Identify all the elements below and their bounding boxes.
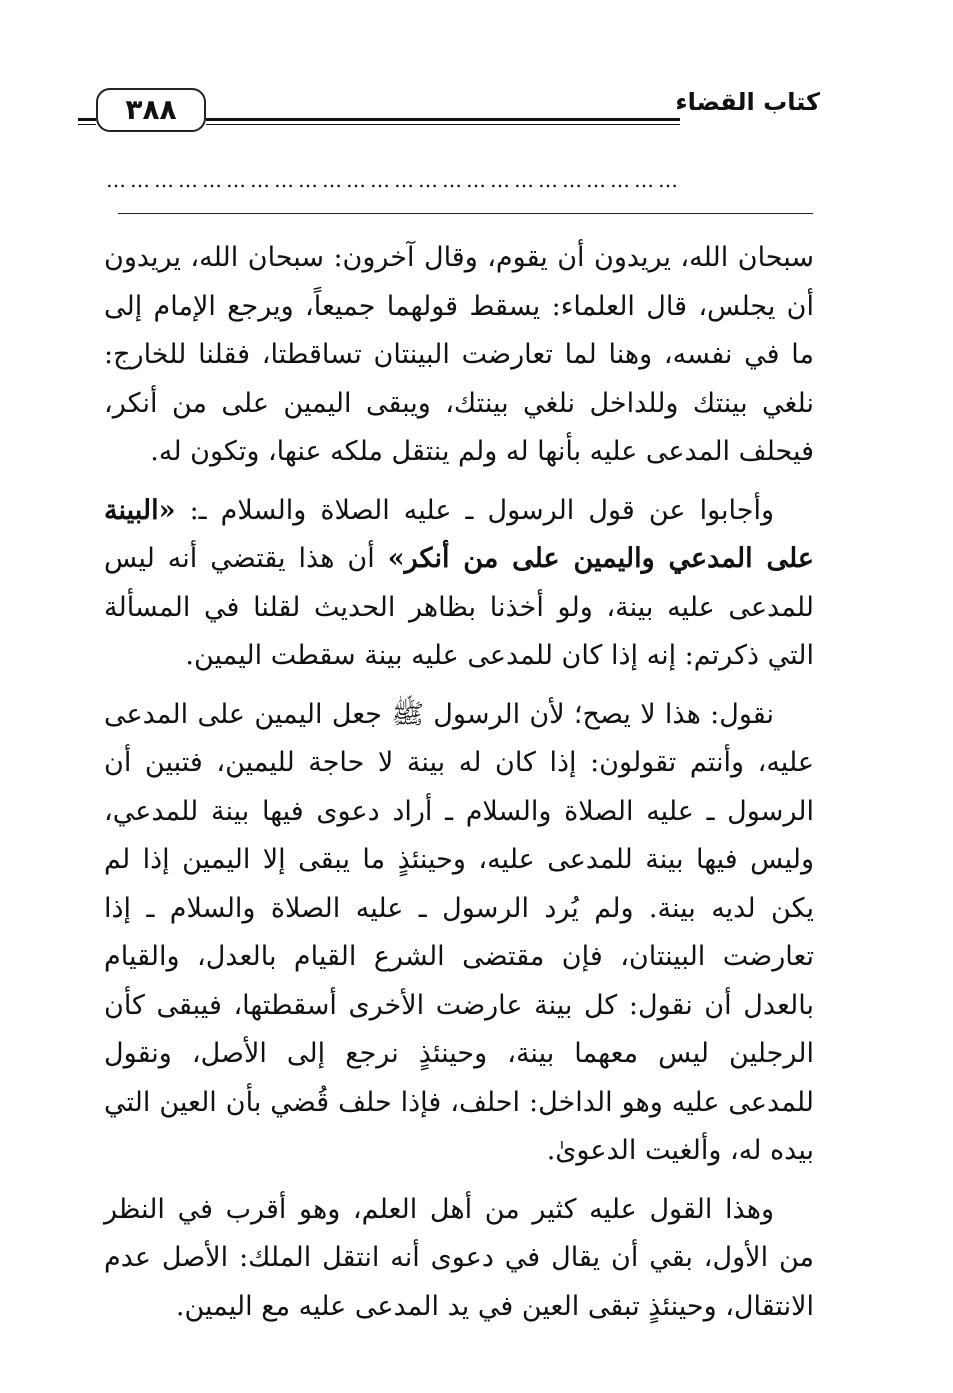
- page-body: [104, 234, 814, 1341]
- paragraph-4: وهذا القول عليه كثير من أهل العلم، وهو أقرب في النظر من الأول، بقي أن يقال في دعوى أنه انتقل الملك: الأصل عدم الانتقال، وحينئذٍ تبقى العين في يد المدعى عليه مع اليمين.: [104, 1193, 814, 1322]
- separator-line: [118, 213, 813, 214]
- book-title: كتاب القضاء: [675, 88, 820, 116]
- hadith-quote: «البينة على المدعي واليمين على من أنكر»: [104, 494, 815, 574]
- page-number: ٣٨٨: [96, 88, 206, 132]
- header-rule-left: [78, 118, 96, 125]
- paragraph-2: [104, 487, 814, 681]
- header-rule: [206, 118, 680, 125]
- paragraph-3: نقول: هذا لا يصح؛ لأن الرسول ﷺ جعل اليمين على المدعى عليه، وأنتم تقولون: إذا كان له بينة لا حاجة لليمين، فتبين أن الرسول ـ عليه الصلاة والسلام ـ أراد دعوى فيها بينة للمدعي، وليس فيها بينة للمدعى عليه، وحينئذٍ ما يبقى إلا اليمين إذا لم يكن لديه بينة. ولم يُرد الرسول ـ عليه الصلاة والسلام ـ إذا تعارضت البينتان، فإن مقتضى الشرع القيام بالعدل، والقيام بالعدل أن نقول: كل بينة عارضت الأخرى أسقطتها، فيبقى كأن الرجلين ليس معهما بينة، وحينئذٍ نرجع إلى الأصل، ونقول للمدعى عليه وهو الداخل: احلف، فإذا حلف قُضي بأن العين التي بيده له، وألغيت الدعوىٰ.: [104, 698, 814, 1166]
- footnote-dots: ………………………………………………………………: [106, 168, 682, 192]
- paragraph-2-rest: أن هذا يقتضي أنه ليس للمدعى عليه بينة، ولو أخذنا بظاهر الحديث لقلنا في المسألة التي ذكرتم: إنه إذا كان للمدعى عليه بينة سقطت اليمين.: [104, 543, 814, 671]
- paragraph-1: سبحان الله، يريدون أن يقوم، وقال آخرون: سبحان الله، يريدون أن يجلس، قال العلماء: يسقط قولهما جميعاً، ويرجع الإمام إلى ما في نفسه، وهنا لما تعارضت البينتان تساقطتا، فقلنا للخارج: نلغي بينتك وللداخل نلغي بينتك، ويبقى اليمين على من أنكر، فيحلف المدعى عليه بأنها له ولم ينتقل ملكه عنها، وتكون له.: [104, 242, 814, 467]
- paragraph-2-intro: وأجابوا عن قول الرسول ـ عليه الصلاة والسلام ـ:: [175, 494, 774, 526]
- page-header: [96, 88, 820, 140]
